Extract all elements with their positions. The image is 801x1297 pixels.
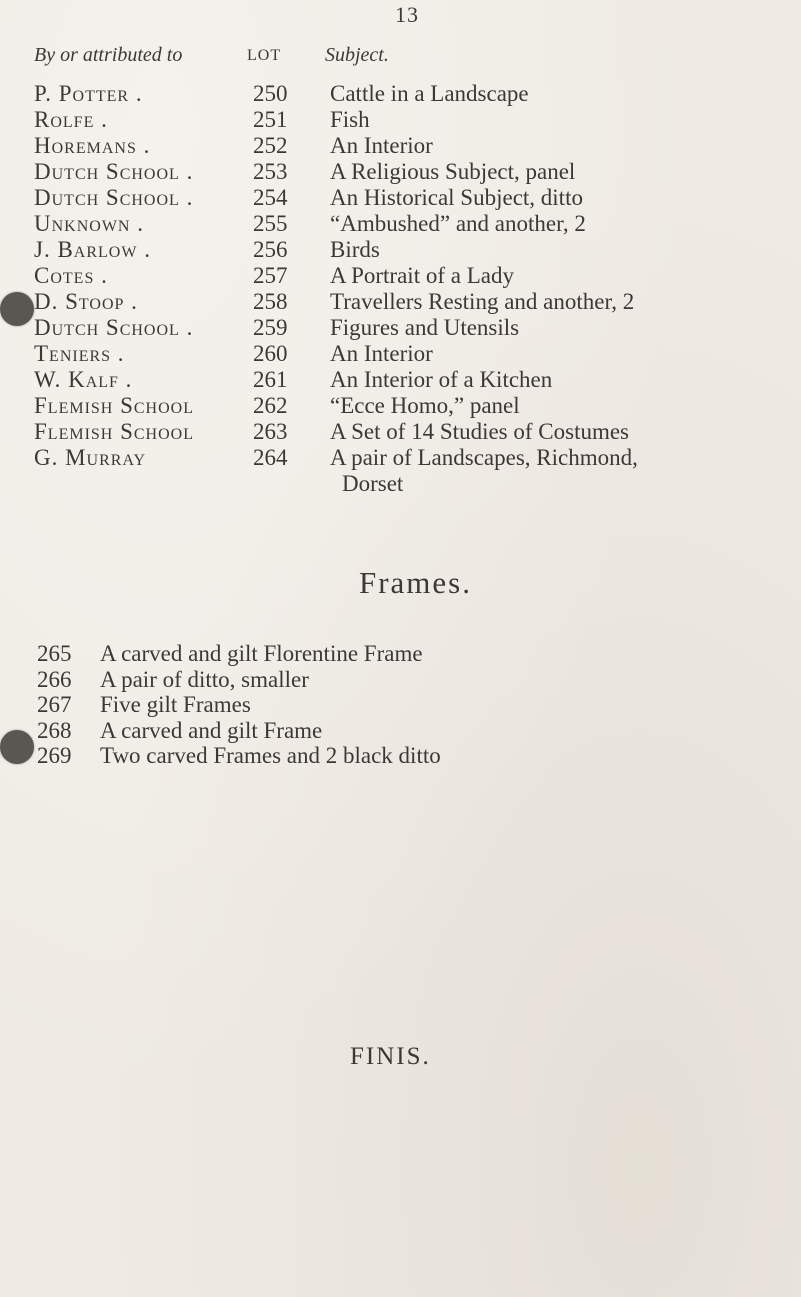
frame-row: [0, 742, 801, 769]
lot-number: 256: [253, 237, 288, 262]
lot-number: 253: [253, 159, 288, 184]
lot-subject: Birds: [330, 237, 380, 262]
frame-row: [0, 640, 801, 667]
lot-artist: Flemish School: [34, 393, 194, 418]
lot-row: [0, 132, 801, 159]
lot-row: [0, 184, 801, 211]
lot-subject: An Interior of a Kitchen: [330, 367, 553, 392]
page-number: 13: [395, 2, 419, 27]
lot-subject: “Ecce Homo,” panel: [330, 393, 520, 418]
lot-number: 263: [253, 419, 288, 444]
frame-description: A carved and gilt Frame: [100, 717, 323, 743]
lot-artist: Dutch School .: [34, 315, 194, 340]
lot-number: 252: [253, 133, 288, 158]
lot-row: [0, 158, 801, 185]
lot-artist: Horemans .: [34, 133, 151, 158]
lot-row: [0, 106, 801, 133]
lot-subject: Fish: [330, 107, 370, 132]
lot-artist: P. Potter .: [34, 81, 143, 106]
lot-row: [0, 340, 801, 367]
lot-artist: Unknown .: [34, 211, 144, 236]
frame-row: [0, 666, 801, 693]
lot-subject: An Interior: [330, 341, 433, 366]
lot-number: 251: [253, 107, 288, 132]
lot-subject: A Set of 14 Studies of Costumes: [330, 419, 630, 444]
lot-subject-continuation: Dorset: [342, 471, 404, 496]
lot-subject: A pair of Landscapes, Richmond,: [330, 445, 638, 470]
lot-subject: Cattle in a Landscape: [330, 81, 529, 106]
lot-number: 254: [253, 185, 288, 210]
frame-lot-number: 269: [37, 743, 72, 768]
lot-number: 262: [253, 393, 288, 418]
lot-number: 264: [253, 445, 288, 470]
frame-lot-number: 267: [37, 692, 72, 717]
lot-row: [0, 80, 801, 107]
lot-artist: G. Murray: [34, 445, 147, 470]
lot-artist: Dutch School .: [34, 185, 194, 210]
header-artist: By or attributed to: [34, 44, 183, 66]
lot-artist: Cotes .: [34, 263, 108, 288]
lot-subject: An Interior: [330, 133, 433, 158]
lot-row: [0, 444, 801, 471]
lot-row: [0, 418, 801, 445]
lot-subject: “Ambushed” and another, 2: [330, 211, 586, 236]
lot-row: [0, 314, 801, 341]
lot-row: [0, 262, 801, 289]
lot-number: 257: [253, 263, 288, 288]
lot-row: [0, 236, 801, 263]
lot-artist: W. Kalf .: [34, 367, 133, 392]
header-subject: Subject.: [325, 44, 389, 66]
frame-row: [0, 691, 801, 718]
lot-artist: J. Barlow .: [34, 237, 151, 262]
lot-artist: Dutch School .: [34, 159, 194, 184]
lot-row: [0, 392, 801, 419]
lot-number: 260: [253, 341, 288, 366]
lot-row: [0, 366, 801, 393]
lot-number: 261: [253, 367, 288, 392]
frames-section-title: Frames.: [358, 565, 472, 600]
lot-row: [0, 210, 801, 237]
frame-description: A pair of ditto, smaller: [100, 666, 309, 692]
lot-subject: An Historical Subject, ditto: [330, 185, 583, 210]
frame-description: A carved and gilt Florentine Frame: [100, 641, 423, 666]
lot-artist: D. Stoop .: [34, 289, 138, 314]
lot-subject: A Religious Subject, panel: [330, 159, 576, 184]
lot-number: 250: [253, 81, 288, 106]
finis-text: FINIS.: [350, 1043, 431, 1070]
lot-artist: Flemish School: [34, 419, 194, 444]
header-lot: LOT: [247, 47, 282, 64]
lot-subject: Figures and Utensils: [330, 315, 520, 340]
lot-subject: Travellers Resting and another, 2: [330, 289, 635, 314]
frame-lot-number: 268: [37, 717, 72, 743]
lot-number: 255: [253, 211, 288, 236]
lot-artist: Teniers .: [34, 341, 125, 366]
lot-subject: A Portrait of a Lady: [330, 263, 514, 288]
frame-row: [0, 717, 801, 744]
lot-row: [0, 288, 801, 315]
lot-number: 259: [253, 315, 288, 340]
frame-lot-number: 266: [37, 666, 72, 692]
frame-lot-number: 265: [37, 641, 72, 666]
frame-description: Two carved Frames and 2 black ditto: [100, 743, 441, 768]
lot-number: 258: [253, 289, 288, 314]
frame-description: Five gilt Frames: [100, 692, 251, 717]
lot-artist: Rolfe .: [34, 107, 108, 132]
